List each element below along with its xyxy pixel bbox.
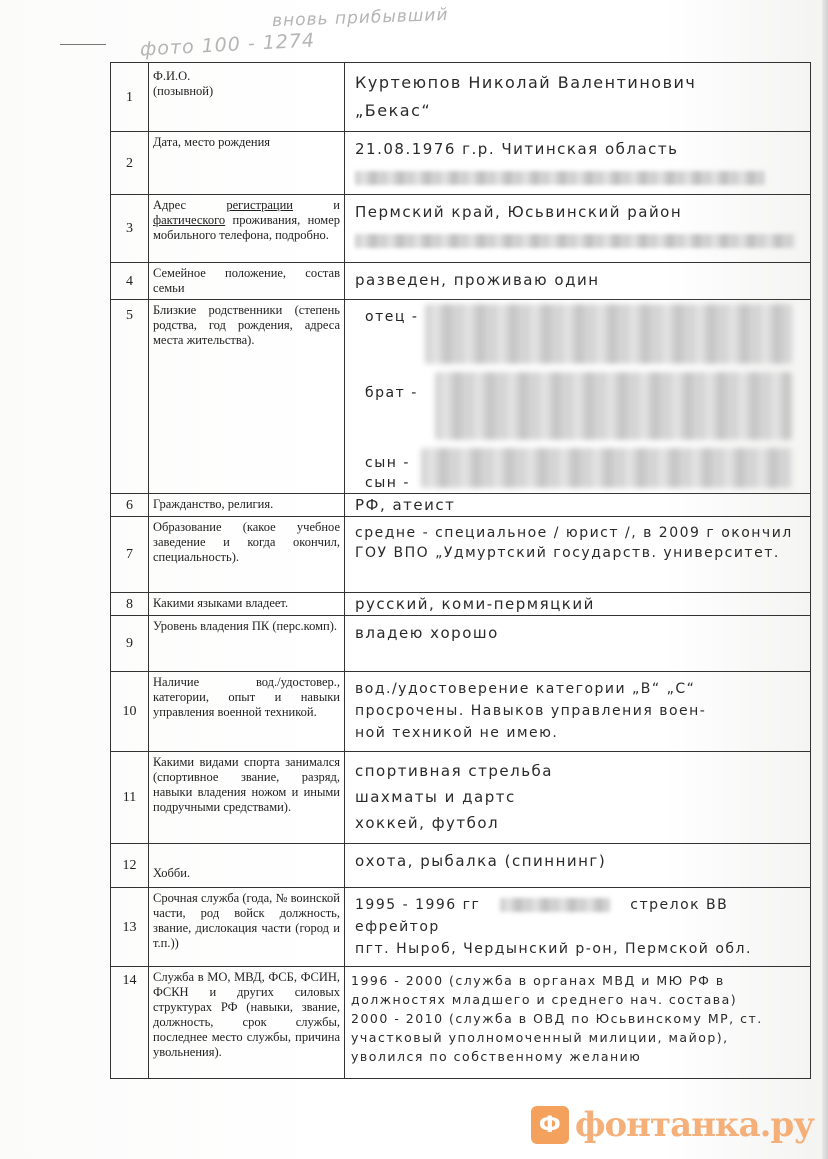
- answer-hobby: охота, рыбалка (спиннинг): [345, 844, 811, 888]
- table-row: [111, 63, 811, 132]
- fontanka-watermark: [531, 1101, 814, 1149]
- redacted-brother: [435, 372, 792, 440]
- redacted-birthplace: [355, 166, 800, 188]
- table-row: [111, 616, 811, 672]
- answer-name: Куртеюпов Николай Валентинович „Бекас“: [345, 63, 811, 132]
- table-row: [111, 888, 811, 967]
- answer-conscript-service: [345, 888, 811, 967]
- answer-drivers-license: вод./удостоверение категории „В“ „С“ просрочены. Навыков управления воен- ной техникой не имею.: [345, 672, 811, 752]
- answer-conscript-line3: пгт. Ныроб, Чердынский р-он, Пермской обл.: [355, 941, 752, 957]
- table-row: [111, 263, 811, 300]
- relative-father-label: отец -: [365, 309, 419, 325]
- answer-citizenship: РФ, атеист: [345, 494, 811, 517]
- row-number: 2: [111, 132, 149, 195]
- row-number: 6: [111, 494, 149, 517]
- answer-sports: спортивная стрельба шахматы и дартс хоккей, футбол: [345, 752, 811, 844]
- field-label-drivers-license: Наличие вод./удостовер., категории, опыт и навыки управления военной техникой.: [149, 672, 345, 752]
- row-number: 10: [111, 672, 149, 752]
- redacted-address: [355, 229, 800, 251]
- answer-languages: русский, коми-пермяцкий: [345, 593, 811, 616]
- field-label-birth: Дата, место рождения: [149, 132, 345, 195]
- field-label-relatives: Близкие родственники (степень родства, год рождения, адреса места жительства).: [149, 300, 345, 494]
- answer-family: разведен, проживаю один: [345, 263, 811, 300]
- questionnaire-table: [110, 62, 811, 1079]
- fontanka-logo-icon: Ф: [531, 1106, 569, 1144]
- row-number: 1: [111, 63, 149, 132]
- row-number: 12: [111, 844, 149, 888]
- field-label-languages: Какими языками владеет.: [149, 593, 345, 616]
- table-row: [111, 517, 811, 593]
- row-number: 3: [111, 195, 149, 263]
- fontanka-logo-text: фонтанка.ру: [574, 1105, 814, 1145]
- answer-address-text: Пермский край, Юсьвинский район: [355, 203, 683, 221]
- answer-relatives: [345, 300, 811, 494]
- answer-birth-text: 21.08.1976 г.р. Читинская область: [355, 140, 679, 158]
- answer-security-service: 1996 - 2000 (служба в органах МВД и МЮ РФ в должностях младшего и среднего нач. состава) 2000 - 2010 (служба в ОВД по Юсьвинскому МР, ст. участковый уполномоченный милиции, майор), уволился по собственному желанию: [345, 967, 811, 1079]
- relative-son1-label: сын -: [365, 455, 410, 471]
- table-row: [111, 593, 811, 616]
- pencil-note-arrival: вновь прибывший: [271, 4, 449, 32]
- pencil-dash: [60, 44, 106, 45]
- field-label-pc-skills: Уровень владения ПК (перс.комп).: [149, 616, 345, 672]
- row-number: 7: [111, 517, 149, 593]
- table-row: [111, 300, 811, 494]
- field-label-name: Ф.И.О. (позывной): [149, 63, 345, 132]
- field-label-address: Адрес регистрации и фактического проживания, номер мобильного телефона, подробно.: [149, 195, 345, 263]
- relative-son2-label: сын -: [365, 475, 410, 491]
- row-number: 11: [111, 752, 149, 844]
- field-label-security-service: Служба в МО, МВД, ФСБ, ФСИН, ФСКН и других силовых структурах РФ (навыки, звание, должность, срок службы, последнее место службы, причина увольнения).: [149, 967, 345, 1079]
- redacted-father: [425, 304, 792, 364]
- answer-education: средне - специальное / юрист /, в 2009 г окончил ГОУ ВПО „Удмуртский государств. университет.: [345, 517, 811, 593]
- row-number: 9: [111, 616, 149, 672]
- redacted-sons: [421, 448, 792, 488]
- table-row: [111, 672, 811, 752]
- field-label-sports: Какими видами спорта занимался (спортивное звание, разряд, навыки владения ножом и иными подручными средствами).: [149, 752, 345, 844]
- answer-address: [345, 195, 811, 263]
- answer-conscript-line2: ефрейтор: [355, 919, 440, 935]
- field-label-citizenship: Гражданство, религия.: [149, 494, 345, 517]
- answer-birth: [345, 132, 811, 195]
- redacted-unit: [500, 898, 610, 912]
- table-row: [111, 195, 811, 263]
- page-edge-shadow: [822, 0, 828, 1159]
- relative-brother-label: брат -: [365, 385, 418, 401]
- answer-conscript-line1: 1995 - 1996 гг стрелок ВВ: [355, 897, 729, 913]
- answer-pc-skills: владею хорошо: [345, 616, 811, 672]
- field-label-hobby: Хобби.: [149, 844, 345, 888]
- table-row: [111, 132, 811, 195]
- table-row: [111, 494, 811, 517]
- field-label-family: Семейное положение, состав семьи: [149, 263, 345, 300]
- row-number: 14: [111, 967, 149, 1079]
- pencil-note-photo: фото 100 - 1274: [139, 29, 316, 61]
- row-number: 8: [111, 593, 149, 616]
- table-row: [111, 967, 811, 1079]
- field-label-education: Образование (какое учебное заведение и когда окончил, специальность).: [149, 517, 345, 593]
- field-label-conscript-service: Срочная служба (года, № воинской части, род войск должность, звание, дислокация части (город и т.п.)): [149, 888, 345, 967]
- table-row: [111, 752, 811, 844]
- row-number: 13: [111, 888, 149, 967]
- row-number: 5: [111, 300, 149, 494]
- row-number: 4: [111, 263, 149, 300]
- table-row: [111, 844, 811, 888]
